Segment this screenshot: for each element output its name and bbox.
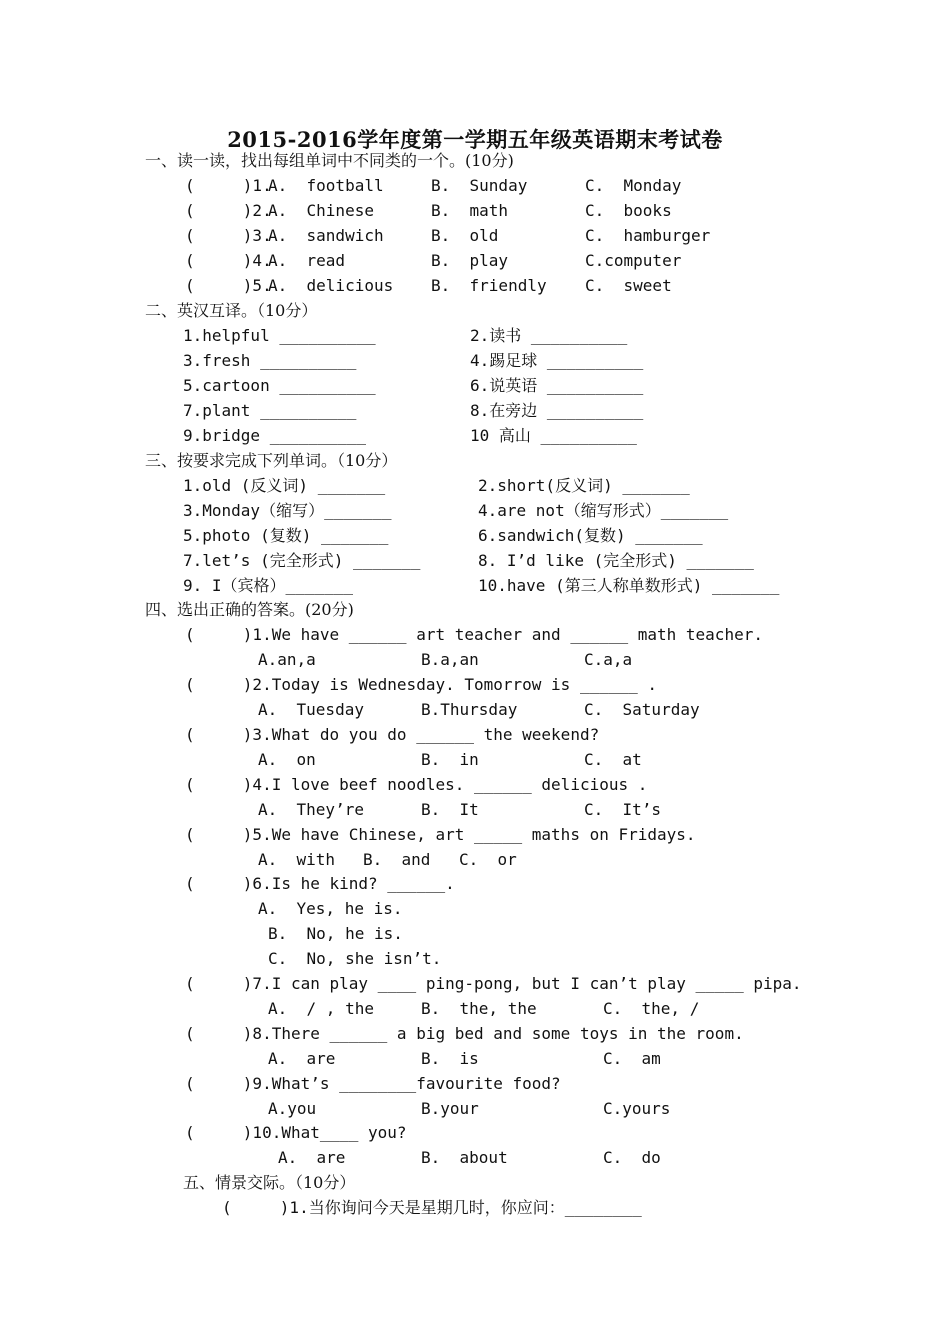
item-number: ( )5. xyxy=(185,276,272,295)
section1-item-4 xyxy=(0,248,950,273)
option-a: A. delicious xyxy=(268,276,394,295)
option-a: A. with xyxy=(258,850,336,869)
question-4-options xyxy=(0,797,950,822)
question-7-options xyxy=(0,996,950,1021)
section1-item-1 xyxy=(0,173,950,198)
option-b: B. math xyxy=(431,201,509,220)
option-b: B. about xyxy=(421,1148,508,1167)
option-a: A.you xyxy=(268,1099,317,1118)
option-b: B.Thursday xyxy=(421,700,518,719)
translate-item: 9.bridge __________ xyxy=(183,426,367,445)
word-item: 10.have (第三人称单数形式) _______ xyxy=(478,576,780,595)
word-item: 7.let’s (完全形式) _______ xyxy=(183,551,421,570)
option-a: A. / , the xyxy=(268,999,374,1018)
question-8-options xyxy=(0,1046,950,1071)
section2-row-4 xyxy=(0,398,950,423)
option-b: B. friendly xyxy=(431,276,547,295)
option-c: C. Saturday xyxy=(584,700,700,719)
question-10: ( )10.What____ you? xyxy=(185,1123,407,1142)
option-c: C. am xyxy=(603,1049,661,1068)
translate-item: 10 高山 __________ xyxy=(470,426,637,445)
word-item: 4.are not（缩写形式）_______ xyxy=(478,501,729,520)
item-number: ( )1. xyxy=(185,176,272,195)
section3-heading: 三、按要求完成下列单词。（10分） xyxy=(145,451,398,470)
option-b: B. is xyxy=(421,1049,479,1068)
section1-item-2 xyxy=(0,198,950,223)
section3-row-1 xyxy=(0,473,950,498)
section3-row-4 xyxy=(0,548,950,573)
question-3: ( )3.What do you do ______ the weekend? xyxy=(185,725,600,744)
word-item: 5.photo (复数) _______ xyxy=(183,526,389,545)
option-b: B. and xyxy=(363,850,431,869)
item-number: ( )4. xyxy=(185,251,272,270)
translate-item: 8.在旁边 __________ xyxy=(470,401,644,420)
option-c: C. sweet xyxy=(585,276,672,295)
option-c: C. the, / xyxy=(603,999,700,1018)
section3-row-3 xyxy=(0,523,950,548)
option-b: B.your xyxy=(421,1099,479,1118)
option-c: C. do xyxy=(603,1148,661,1167)
question-1: ( )1.We have ______ art teacher and ______ math teacher. xyxy=(185,625,763,644)
translate-item: 3.fresh __________ xyxy=(183,351,357,370)
option-c: C. or xyxy=(459,850,517,869)
question-5: ( )5.We have Chinese, art _____ maths on Fridays. xyxy=(185,825,696,844)
translate-item: 5.cartoon __________ xyxy=(183,376,376,395)
option-a: A. They’re xyxy=(258,800,364,819)
section4-heading: 四、选出正确的答案。(20分) xyxy=(145,600,354,619)
section2-row-5 xyxy=(0,423,950,448)
translate-item: 1.helpful __________ xyxy=(183,326,376,345)
option-c: C. hamburger xyxy=(585,226,711,245)
section5-heading: 五、情景交际。（10分） xyxy=(183,1173,356,1192)
option-a: A. sandwich xyxy=(268,226,384,245)
option-c: C. It’s xyxy=(584,800,662,819)
section5-question-1: ( )1.当你询问今天是星期几时，你应问：________ xyxy=(222,1198,642,1217)
translate-item: 2.读书 __________ xyxy=(470,326,628,345)
section2-row-1 xyxy=(0,323,950,348)
question-2-options xyxy=(0,697,950,722)
section1-heading: 一、读一读，找出每组单词中不同类的一个。(10分) xyxy=(145,151,514,170)
translate-item: 6.说英语 __________ xyxy=(470,376,644,395)
option-a: A. are xyxy=(268,1049,336,1068)
option-b: B.a,an xyxy=(421,650,479,669)
section3-row-5 xyxy=(0,573,950,598)
word-item: 6.sandwich(复数) _______ xyxy=(478,526,703,545)
option-c: C.yours xyxy=(603,1099,671,1118)
option-c: C. Monday xyxy=(585,176,682,195)
option-b: B. Sunday xyxy=(431,176,528,195)
section2-heading: 二、英汉互译。（10分） xyxy=(145,301,318,320)
question-6-option-b: B. No, he is. xyxy=(268,924,403,943)
question-6: ( )6.Is he kind? ______. xyxy=(185,874,455,893)
question-2: ( )2.Today is Wednesday. Tomorrow is ______ . xyxy=(185,675,658,694)
question-6-option-a: A. Yes, he is. xyxy=(258,899,403,918)
section3-row-2 xyxy=(0,498,950,523)
question-6-option-c: C. No, she isn’t. xyxy=(268,949,442,968)
section1-item-3 xyxy=(0,223,950,248)
section2-row-2 xyxy=(0,348,950,373)
option-a: A. are xyxy=(278,1148,346,1167)
word-item: 9. I（宾格）_______ xyxy=(183,576,353,595)
option-a: A. on xyxy=(258,750,316,769)
option-b: B. play xyxy=(431,251,509,270)
option-b: B. in xyxy=(421,750,479,769)
option-c: C. books xyxy=(585,201,672,220)
option-b: B. It xyxy=(421,800,479,819)
option-a: A. read xyxy=(268,251,346,270)
item-number: ( )2. xyxy=(185,201,272,220)
word-item: 2.short(反义词) _______ xyxy=(478,476,690,495)
translate-item: 7.plant __________ xyxy=(183,401,357,420)
question-1-options xyxy=(0,647,950,672)
option-c: C. at xyxy=(584,750,642,769)
item-number: ( )3. xyxy=(185,226,272,245)
translate-item: 4.踢足球 __________ xyxy=(470,351,644,370)
word-item: 1.old (反义词) _______ xyxy=(183,476,386,495)
question-3-options xyxy=(0,747,950,772)
question-8: ( )8.There ______ a big bed and some toys in the room. xyxy=(185,1024,744,1043)
option-a: A. Tuesday xyxy=(258,700,364,719)
section2-row-3 xyxy=(0,373,950,398)
option-c: C.a,a xyxy=(584,650,633,669)
option-a: A. Chinese xyxy=(268,201,374,220)
word-item: 3.Monday（缩写）_______ xyxy=(183,501,392,520)
option-c: C.computer xyxy=(585,251,682,270)
question-7: ( )7.I can play ____ ping-pong, but I can’t play _____ pipa. xyxy=(185,974,802,993)
word-item: 8. I’d like (完全形式) _______ xyxy=(478,551,754,570)
option-b: B. old xyxy=(431,226,499,245)
question-9-options xyxy=(0,1096,950,1121)
exam-title: 2015-2016学年度第一学期五年级英语期末考试卷 xyxy=(227,127,723,152)
question-4: ( )4.I love beef noodles. ______ delicious . xyxy=(185,775,648,794)
question-10-options xyxy=(0,1145,950,1170)
section1-item-5 xyxy=(0,273,950,298)
option-a: A.an,a xyxy=(258,650,316,669)
question-5-options xyxy=(0,847,950,872)
question-9: ( )9.What’s ________favourite food? xyxy=(185,1074,561,1093)
option-b: B. the, the xyxy=(421,999,537,1018)
option-a: A. football xyxy=(268,176,384,195)
